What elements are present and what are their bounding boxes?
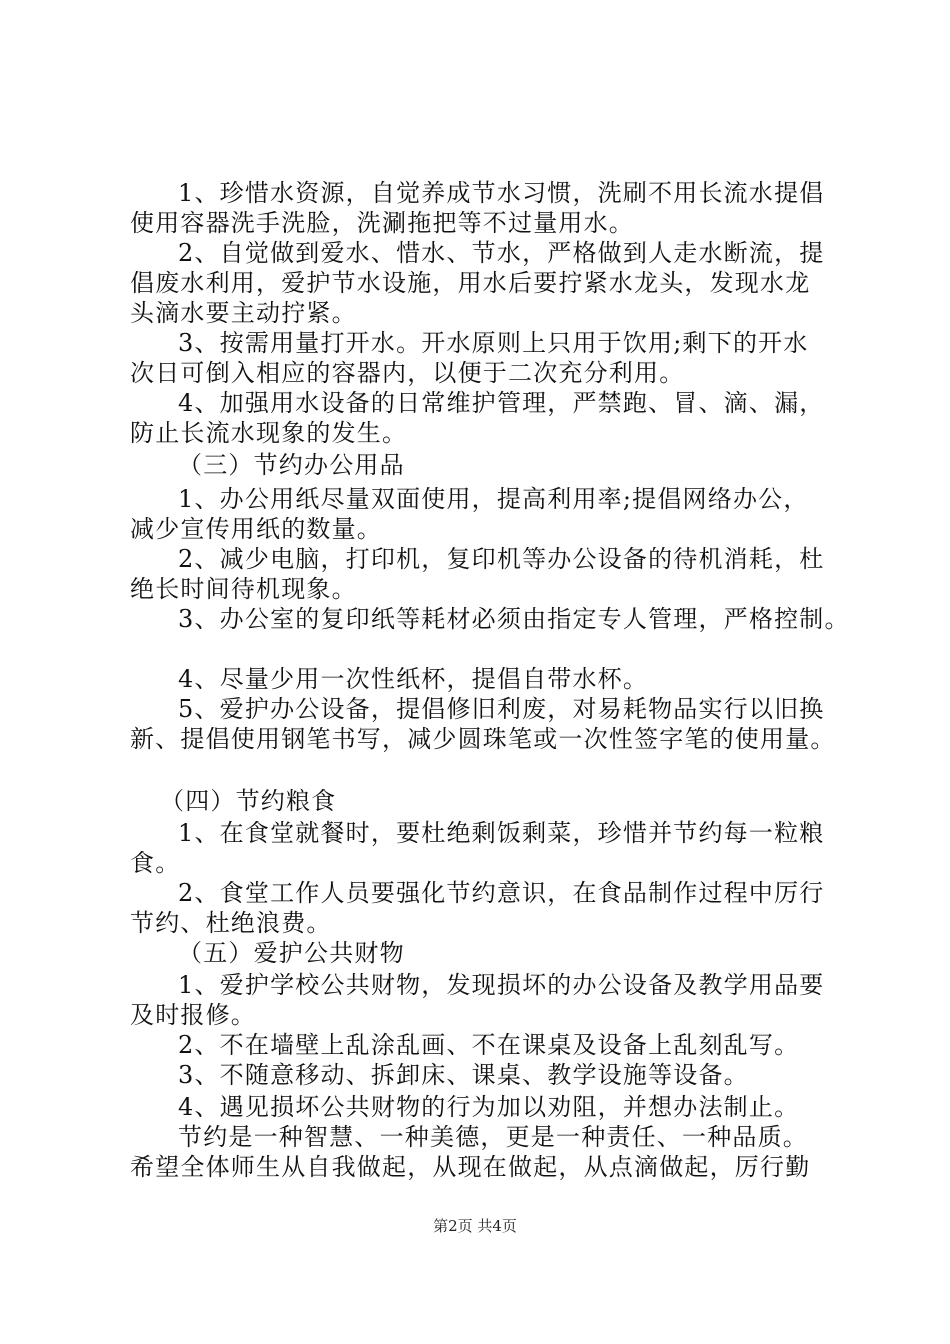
paragraph-food-1-line-2: 食。 (130, 849, 181, 877)
paragraph-property-3: 3、不随意移动、拆卸床、课桌、教学设施等设备。 (178, 1061, 749, 1089)
paragraph-water-2-line-3: 头滴水要主动拧紧。 (130, 299, 357, 327)
paragraph-office-2-line-1: 2、减少电脑，打印机，复印机等办公设备的待机消耗，杜 (178, 545, 825, 573)
paragraph-water-2-line-1: 2、自觉做到爱水、惜水、节水，严格做到人走水断流，提 (178, 239, 825, 267)
paragraph-property-1-line-2: 及时报修。 (130, 1001, 256, 1029)
paragraph-food-2-line-2: 节约、杜绝浪费。 (130, 909, 332, 937)
paragraph-property-2: 2、不在墙壁上乱涂乱画、不在课桌及设备上乱刻乱写。 (178, 1031, 800, 1059)
paragraph-water-3-line-1: 3、按需用量打开水。开水原则上只用于饮用;剩下的开水 (178, 329, 809, 357)
paragraph-office-3: 3、办公室的复印纸等耗材必须由指定专人管理，严格控制。 (178, 605, 850, 633)
paragraph-office-1-line-1: 1、办公用纸尽量双面使用，提高利用率;提倡网络办公， (178, 485, 809, 513)
paragraph-property-4: 4、遇见损坏公共财物的行为加以劝阻，并想办法制止。 (178, 1093, 800, 1121)
paragraph-food-2-line-1: 2、食堂工作人员要强化节约意识，在食品制作过程中厉行 (178, 879, 825, 907)
paragraph-water-4-line-2: 防止长流水现象的发生。 (130, 419, 408, 447)
paragraph-food-1-line-1: 1、在食堂就餐时，要杜绝剩饭剩菜，珍惜并节约每一粒粮 (178, 819, 825, 847)
paragraph-office-1-line-2: 减少宣传用纸的数量。 (130, 515, 382, 543)
paragraph-office-5-line-2: 新、提倡使用钢笔书写，减少圆珠笔或一次性签字笔的使用量。 (130, 725, 836, 753)
closing-paragraph-line-1: 节约是一种智慧、一种美德，更是一种责任、一种品质。 (178, 1123, 808, 1151)
closing-paragraph-line-2: 希望全体师生从自我做起，从现在做起，从点滴做起，厉行勤 (130, 1153, 811, 1181)
paragraph-water-2-line-2: 倡废水利用，爱护节水设施，用水后要拧紧水龙头，发现水龙 (130, 269, 811, 297)
section-heading-office-supplies: （三）节约办公用品 (178, 451, 405, 479)
section-heading-public-property: （五）爱护公共财物 (178, 939, 405, 967)
paragraph-office-5-line-1: 5、爱护办公设备，提倡修旧利废，对易耗物品实行以旧换 (178, 695, 825, 723)
paragraph-water-3-line-2: 次日可倒入相应的容器内，以便于二次充分利用。 (130, 359, 685, 387)
section-heading-food: （四）节约粮食 (160, 787, 337, 815)
paragraph-property-1-line-1: 1、爱护学校公共财物，发现损坏的办公设备及教学用品要 (178, 971, 825, 999)
paragraph-water-1-line-1: 1、珍惜水资源，自觉养成节水习惯，洗刷不用长流水提倡 (178, 179, 825, 207)
page-number-footer: 第2页 共4页 (433, 1217, 517, 1235)
paragraph-water-4-line-1: 4、加强用水设备的日常维护管理，严禁跑、冒、滴、漏， (178, 389, 825, 417)
paragraph-office-2-line-2: 绝长时间待机现象。 (130, 575, 357, 603)
paragraph-office-4: 4、尽量少用一次性纸杯，提倡自带水杯。 (178, 665, 649, 693)
paragraph-water-1-line-2: 使用容器洗手洗脸，洗涮拖把等不过量用水。 (130, 209, 634, 237)
